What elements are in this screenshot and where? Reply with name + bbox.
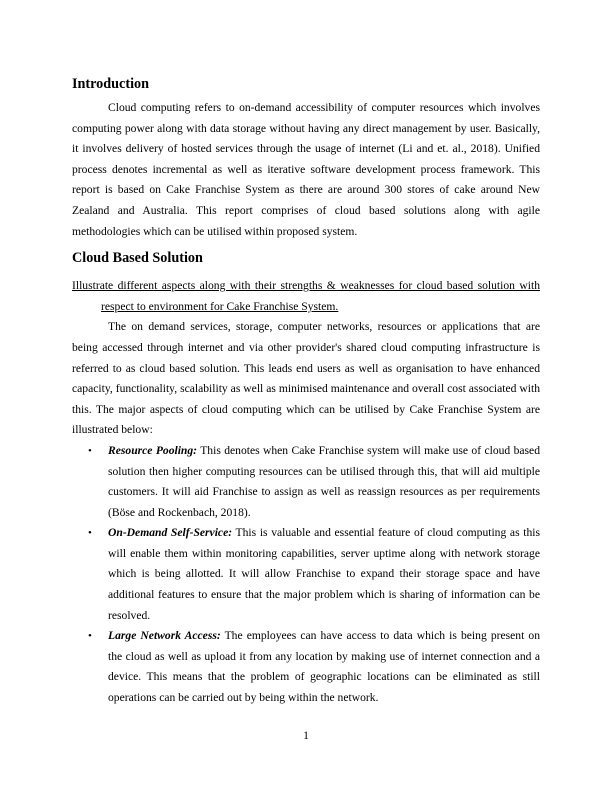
list-item [88, 441, 540, 523]
cloud-solution-subheading: Illustrate different aspects along with their strengths & weaknesses for cloud based solution with respect to environment for Cake Franchise System. [72, 279, 540, 313]
bullet-term: Resource Pooling: [108, 443, 198, 457]
bullet-text: This is valuable and essential feature of cloud computing as this will enable them within monitoring capabilities, server uptime along with network storage which is being allotted. It will allow Franchise to expand their storage space and have additional features to ensure that the major problem which is sharing of information can be resolved. [108, 526, 540, 622]
bullet-text: This denotes when Cake Franchise system will make use of cloud based solution then higher computing resources can be utilised through this, that will aid multiple customers. It will aid Franchise to assign as well as reassign resources as per requirements (Böse and Rockenbach, 2018). [108, 443, 540, 519]
list-item [88, 523, 540, 626]
cloud-solution-paragraph: The on demand services, storage, computer networks, resources or applications that are being accessed through internet and via other provider's shared cloud computing infrastructure is referred to as cloud based solution. This leads end users as well as organisation to have enhanced capacity, functionality, scalability as well as minimised maintenance and overall cost associated with this. The major aspects of cloud computing which can be utilised by Cake Franchise System are illustrated below: [72, 320, 540, 437]
page-number: 1 [303, 729, 309, 742]
list-item [88, 626, 540, 708]
bullet-term: On-Demand Self-Service: [108, 526, 233, 540]
aspects-list [72, 441, 540, 709]
bullet-text: The employees can have access to data which is being present on the cloud as well as upload it from any location by making use of internet connection and a device. This means that the problem of geographic locations can be eliminated as still operations can be carried out by being within the network. [108, 629, 540, 705]
cloud-solution-heading: Cloud Based Solution [72, 250, 203, 267]
introduction-paragraph: Cloud computing refers to on-demand accessibility of computer resources which involves computing power along with data storage without having any direct management by user. Basically, it involves delivery of hosted services through the usage of internet (Li and et. al., 2018). Unified process denotes incremental as well as iterative software development process framework. This report is based on Cake Franchise System as there are around 300 stores of cake around New Zealand and Australia. This report comprises of cloud based solutions along with agile methodologies which can be utilised within proposed system. [72, 101, 540, 238]
bullet-icon: • [88, 630, 92, 643]
introduction-heading: Introduction [72, 76, 149, 92]
bullet-icon: • [88, 444, 92, 457]
document-page [72, 74, 540, 709]
bullet-term: Large Network Access: [108, 629, 221, 643]
bullet-icon: • [88, 527, 92, 540]
